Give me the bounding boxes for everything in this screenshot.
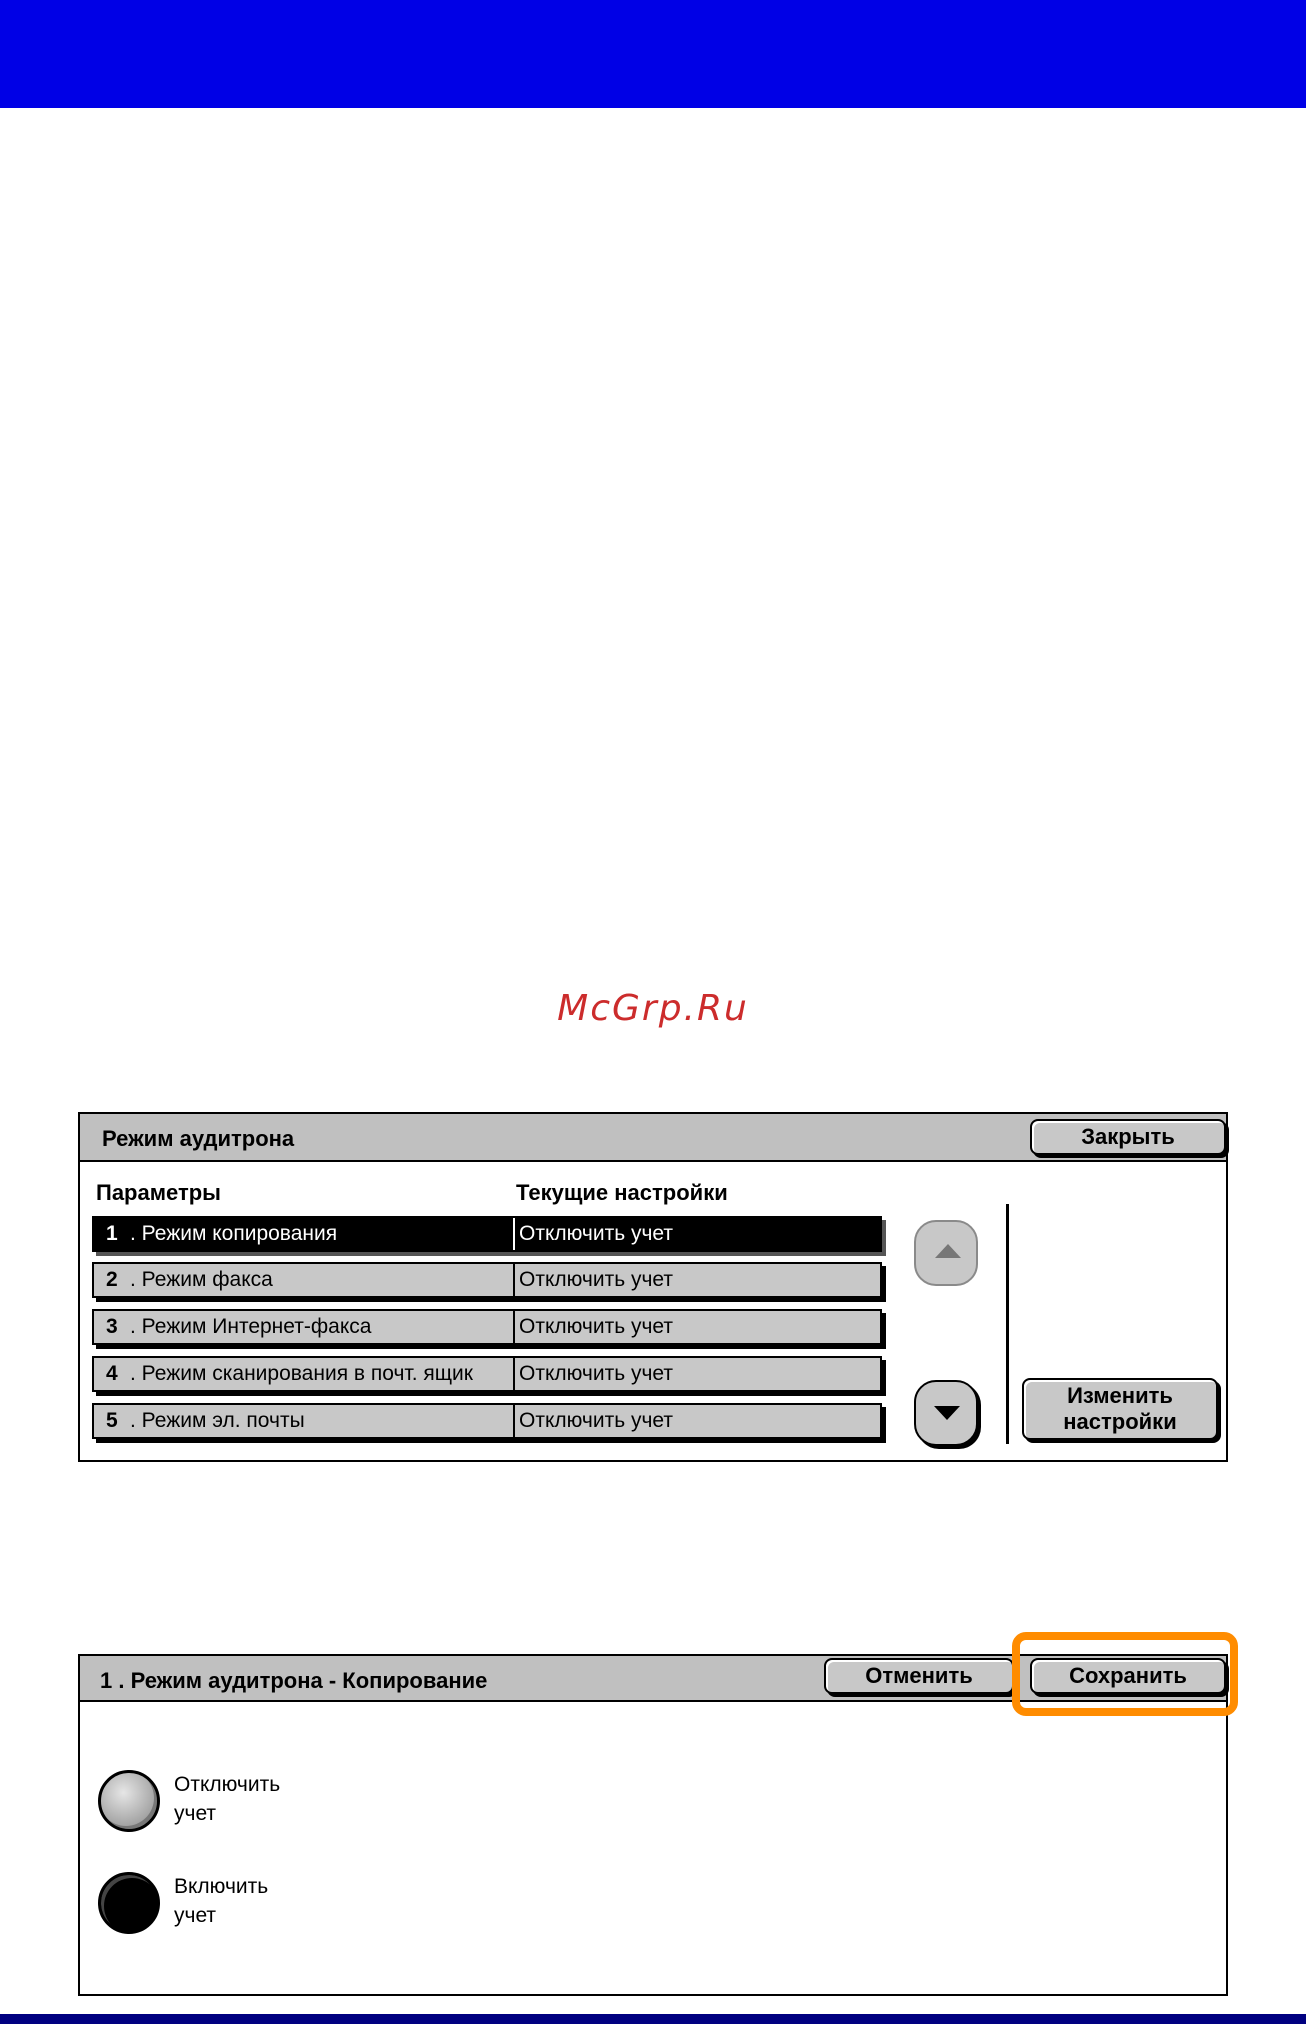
enable-accounting-label[interactable]: Включить учет — [174, 1875, 269, 1927]
list-item-fax-mode[interactable]: 2 . Режим факса Отключить учет — [92, 1262, 882, 1298]
close-button[interactable]: Закрыть — [1030, 1119, 1226, 1155]
page-title: Режим аудитрона — [102, 1126, 295, 1151]
panel-header — [80, 1114, 1226, 1162]
list-item-copy-mode[interactable]: 1 . Режим копирования Отключить учет — [92, 1216, 882, 1252]
arrow-up-icon — [935, 1244, 961, 1258]
auditron-mode-panel — [78, 1112, 1228, 1462]
page-title: 1 . Режим аудитрона - Копирование — [100, 1668, 488, 1693]
disable-accounting-radio[interactable] — [98, 1770, 160, 1832]
top-header-bar — [0, 0, 1306, 108]
cancel-button[interactable]: Отменить — [824, 1658, 1014, 1694]
enable-accounting-radio[interactable] — [98, 1872, 160, 1934]
list-item-email-mode[interactable]: 5 . Режим эл. почты Отключить учет — [92, 1403, 882, 1439]
column-header-current-settings: Текущие настройки — [516, 1180, 728, 1205]
copy-auditron-panel — [78, 1654, 1228, 1996]
disable-accounting-label[interactable]: Отключить учет — [174, 1773, 281, 1825]
divider — [1006, 1204, 1009, 1444]
panel-header — [80, 1656, 1226, 1702]
bottom-bar — [0, 2014, 1306, 2024]
save-button[interactable]: Сохранить — [1030, 1658, 1226, 1694]
list-item-internet-fax-mode[interactable]: 3 . Режим Интернет-факса Отключить учет — [92, 1309, 882, 1345]
scroll-up-button[interactable] — [914, 1220, 978, 1286]
arrow-down-icon — [934, 1406, 960, 1420]
column-header-parameters: Параметры — [96, 1180, 221, 1205]
change-settings-button[interactable]: Изменить настройки — [1022, 1378, 1218, 1440]
list-item-scan-to-mailbox-mode[interactable]: 4 . Режим сканирования в почт. ящик Отключить учет — [92, 1356, 882, 1392]
scroll-down-button[interactable] — [914, 1380, 978, 1446]
watermark: McGrp.Ru — [557, 988, 749, 1029]
